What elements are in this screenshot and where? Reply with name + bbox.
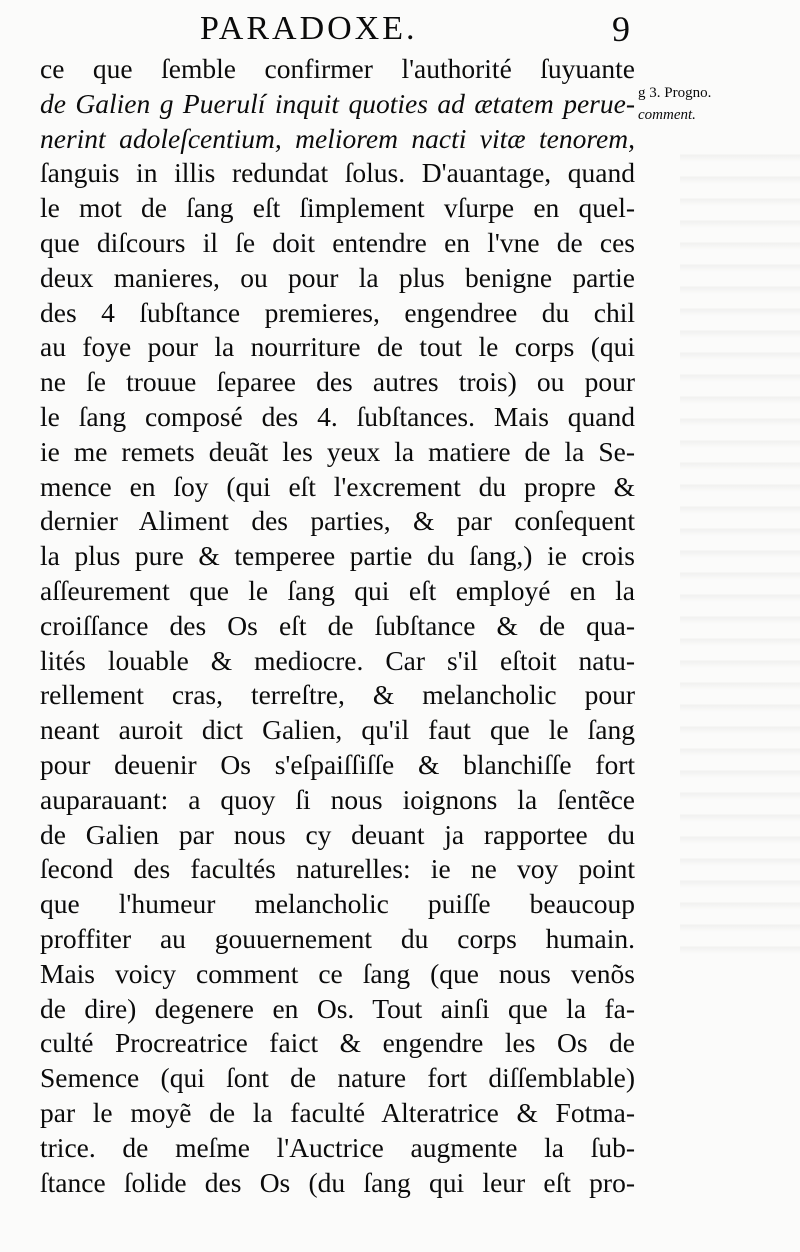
text-line: nerint adoleſcentium, meliorem nacti vitæ tenorem,	[40, 122, 635, 154]
running-title: PARADOXE.	[200, 10, 418, 47]
text-line: trice. de meſme l'Auctrice augmente la ſub-	[40, 1131, 635, 1163]
text-line: ſanguis in illis redundat ſolus. D'auantage, quand	[40, 157, 635, 189]
text-line: deux manieres, ou pour la plus benigne partie	[40, 261, 635, 293]
text-line: Mais voicy comment ce ſang (que nous venõs	[40, 957, 635, 989]
text-line: croiſſance des Os eſt de ſubſtance & de qua-	[40, 609, 635, 641]
text-line: par le moyẽ de la faculté Alteratrice & Fotma-	[40, 1096, 635, 1128]
text-line: que l'humeur melancholic puiſſe beaucoup	[40, 888, 635, 920]
text-line: neant auroit dict Galien, qu'il faut que le ſang	[40, 714, 635, 746]
text-line: de Galien par nous cy deuant ja rapportee du	[40, 818, 635, 850]
text-line: de dire) degenere en Os. Tout ainſi que la fa-	[40, 992, 635, 1024]
text-line: dernier Aliment des parties, & par conſequent	[40, 505, 635, 537]
text-line: lités louable & mediocre. Car s'il eſtoit natu-	[40, 644, 635, 676]
page-number: 9	[612, 9, 630, 49]
text-line: ce que ſemble confirmer l'authorité ſuyuante	[40, 53, 635, 84]
text-line: le ſang composé des 4. ſubſtances. Mais quand	[40, 400, 635, 432]
bleed-through-shadow	[680, 140, 800, 960]
margin-note-line: comment.	[638, 107, 696, 123]
text-line: Semence (qui ſont de nature fort diſſemblable)	[40, 1062, 635, 1094]
text-line: des 4 ſubſtance premieres, engendree du chil	[40, 296, 635, 328]
text-line: au foye pour la nourriture de tout le corps (qui	[40, 331, 635, 363]
text-line: le mot de ſang eſt ſimplement vſurpe en quel-	[40, 192, 635, 224]
text-line: proffiter au gouuernement du corps humain.	[40, 922, 635, 954]
running-header	[200, 6, 630, 54]
text-line: ie me remets deuãt les yeux la matiere de la Se-	[40, 435, 635, 467]
text-line: rellement cras, terreſtre, & melancholic pour	[40, 679, 635, 711]
text-line: de Galien g Puerulí inquit quoties ad ætatem perue-	[40, 87, 635, 119]
margin-note	[638, 82, 788, 126]
text-line: ſecond des facultés naturelles: ie ne voy point	[40, 853, 635, 885]
text-line: que diſcours il ſe doit entendre en l'vne de ces	[40, 226, 635, 258]
text-line: ne ſe trouue ſeparee des autres trois) ou pour	[40, 366, 635, 398]
text-line: la plus pure & temperee partie du ſang,) ie crois	[40, 540, 635, 572]
text-line: mence en ſoy (qui eſt l'excrement du propre &	[40, 470, 635, 502]
text-line: auparauant: a quoy ſi nous ioignons la ſentẽce	[40, 783, 635, 815]
margin-note-line: g 3. Progno.	[638, 85, 712, 101]
text-line: pour deuenir Os s'eſpaiſſiſſe & blanchiſſe fort	[40, 748, 635, 780]
text-line: aſſeurement que le ſang qui eſt employé en la	[40, 574, 635, 606]
text-line: ſtance ſolide des Os (du ſang qui leur eſt pro-	[40, 1166, 635, 1198]
text-line: culté Procreatrice faict & engendre les Os de	[40, 1027, 635, 1059]
body-text	[40, 52, 635, 1200]
